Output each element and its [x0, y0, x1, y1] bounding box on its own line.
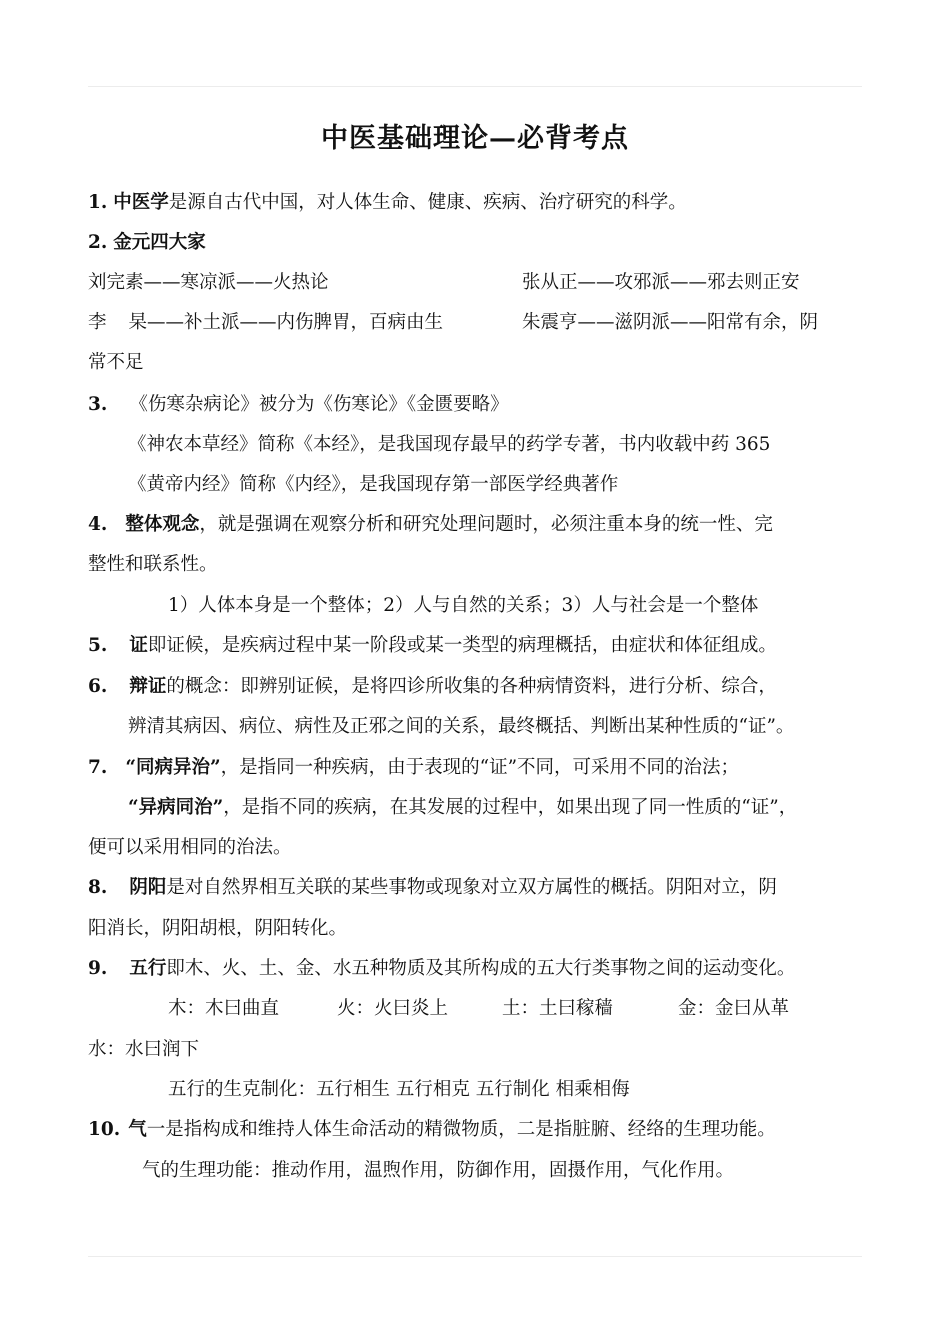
- item-9: 9. 五行即木、火、土、金、水五种物质及其所构成的五大行类事物之间的运动变化。: [88, 958, 796, 979]
- item-number: 10.: [88, 1119, 121, 1140]
- term: 阴阳: [129, 877, 167, 898]
- item-5: 5. 证即证候，是疾病过程中某一阶段或某一类型的病理概括，由症状和体征组成。: [88, 635, 777, 656]
- header-rule: [88, 86, 862, 87]
- item-10-sub: 气的生理功能：推动作用，温煦作用，防御作用，固摄作用，气化作用。: [142, 1160, 735, 1181]
- footer-rule: [88, 1256, 862, 1257]
- item-1: [88, 189, 687, 217]
- term: “异病同治”: [128, 797, 224, 818]
- element-metal: 金：金曰从革: [678, 998, 790, 1019]
- item-8: 8. 阴阳是对自然界相互关联的某些事物或现象对立双方属性的概括。阴阳对立，阴: [88, 877, 777, 898]
- item-number: 9.: [88, 958, 108, 979]
- term: 辩证: [129, 676, 167, 697]
- page-title: 中医基础理论—必背考点: [321, 123, 629, 154]
- term: 整体观念: [125, 514, 200, 535]
- item-number: 7.: [88, 757, 108, 778]
- item-4: 4. 整体观念，就是强调在观察分析和研究处理问题时，必须注重本身的统一性、完: [88, 514, 773, 535]
- element-fire: 火：火曰炎上: [337, 998, 449, 1019]
- item-7: 7. “同病异治”，是指同一种疾病，由于表现的“证”不同，可采用不同的治法；: [88, 757, 740, 778]
- school-zhu-cont: 常不足: [88, 352, 144, 373]
- item-number: 1.: [88, 192, 108, 213]
- item-number: 8.: [88, 877, 108, 898]
- element-water: 水：水曰润下: [88, 1039, 200, 1060]
- item-4-sub: 1）人体本身是一个整体；2）人与自然的关系；3）人与社会是一个整体: [168, 595, 759, 616]
- item-7-cont: 便可以采用相同的治法。: [88, 837, 292, 858]
- school-zhu: 朱震亨——滋阴派——阳常有余，阴: [522, 312, 819, 333]
- term: 金元四大家: [113, 232, 206, 253]
- item-number: 2.: [88, 232, 108, 253]
- element-wood: 木：木曰曲直: [168, 998, 280, 1019]
- item-number: 3.: [88, 394, 108, 415]
- term: 证: [129, 635, 148, 656]
- term: 中医学: [113, 192, 169, 213]
- term: 气: [128, 1119, 147, 1140]
- item-6-cont: 辨清其病因、病位、病性及正邪之间的关系，最终概括、判断出某种性质的“证”。: [128, 716, 795, 737]
- item-3: 3. 《伤寒杂病论》被分为《伤寒论》《金匮要略》: [88, 394, 509, 415]
- school-zhang: 张从正——攻邪派——邪去则正安: [522, 272, 800, 293]
- definition: 是源自古代中国，对人体生命、健康、疾病、治疗研究的科学。: [168, 192, 687, 213]
- term: “同病异治”: [125, 757, 221, 778]
- item-3-line-3: 《黄帝内经》简称《内经》，是我国现存第一部医学经典著作: [128, 474, 619, 495]
- item-9-sub: 五行的生克制化：五行相生 五行相克 五行制化 相乘相侮: [168, 1079, 630, 1100]
- item-8-cont: 阳消长，阴阳胡根，阴阳转化。: [88, 918, 348, 939]
- item-10: 10. 气一是指构成和维持人体生命活动的精微物质，二是指脏腑、经络的生理功能。: [88, 1119, 776, 1140]
- item-7-second: “异病同治”，是指不同的疾病，在其发展的过程中，如果出现了同一性质的“证”，: [128, 797, 798, 818]
- item-number: 5.: [88, 635, 108, 656]
- term: 五行: [129, 958, 167, 979]
- item-number: 4.: [88, 514, 108, 535]
- element-earth: 土：土曰稼穑: [502, 998, 614, 1019]
- school-liu: 刘完素——寒凉派——火热论: [88, 272, 329, 293]
- item-4-cont: 整性和联系性。: [88, 554, 218, 575]
- school-li: 李 杲——补土派——内伤脾胃，百病由生: [88, 312, 444, 333]
- item-number: 6.: [88, 676, 108, 697]
- item-6: 6. 辩证的概念：即辨别证候，是将四诊所收集的各种病情资料，进行分析、综合，: [88, 676, 777, 697]
- item-2-heading: [88, 229, 206, 257]
- item-3-line-2: 《神农本草经》简称《本经》，是我国现存最早的药学专著，书内收载中药 365: [128, 434, 771, 455]
